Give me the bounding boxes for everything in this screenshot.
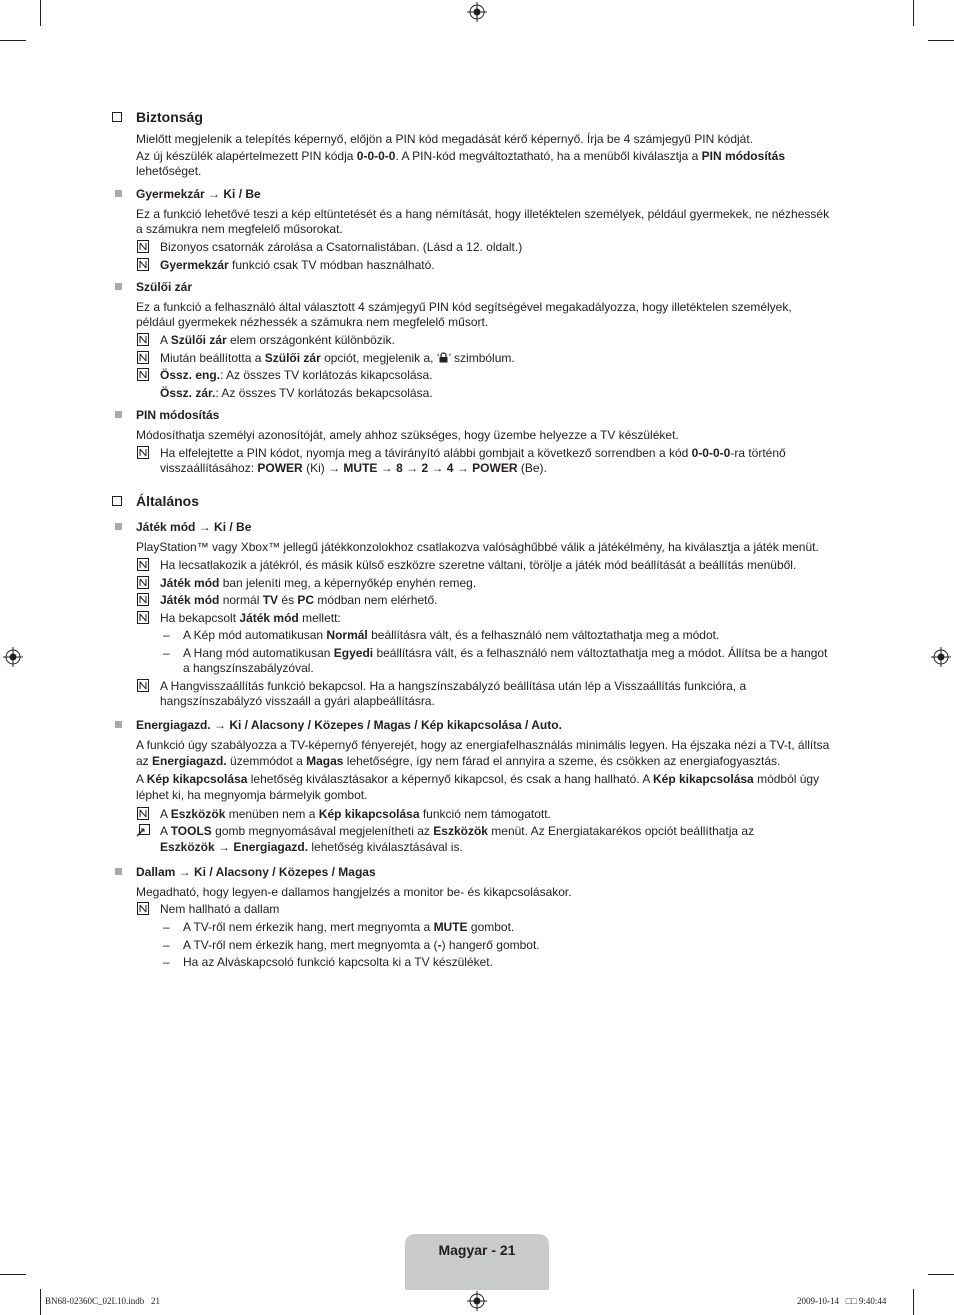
- dash-bullet: –: [163, 628, 170, 642]
- dash-text: A TV-ről nem érkezik hang, mert megnyomta a (-) hangerő gombot.: [183, 938, 540, 952]
- page-number-label: Magyar - 21: [438, 1242, 516, 1258]
- subsection-title: Játék mód → Ki / Be: [136, 520, 252, 534]
- crop-mark: [928, 40, 954, 41]
- note-icon: [137, 611, 149, 624]
- dash-bullet: –: [163, 938, 170, 952]
- note-text: Ha lecsatlakozik a játékról, és másik külső eszközre szeretne váltani, törölje a játék mód beállítását a beállítás menüből.: [160, 558, 797, 572]
- note-text: Játék mód normál TV és PC módban nem elérhető.: [160, 593, 438, 607]
- note-icon: [137, 576, 149, 589]
- note-text: hangszínszabályzó visszaáll a gyári alapbeállításra.: [160, 694, 435, 708]
- subsection-title: Gyermekzár → Ki / Be: [136, 187, 261, 201]
- note-icon: [137, 258, 149, 271]
- note-icon: [137, 351, 149, 364]
- paragraph-line: Az új készülék alapértelmezett PIN kódja 0-0-0-0. A PIN-kód megváltoztatható, ha a menüből kiválasztja a PIN módosítás: [136, 149, 785, 163]
- square-bullet-icon: [115, 868, 122, 875]
- crop-mark: [0, 40, 26, 41]
- note-icon: [137, 593, 149, 606]
- registration-mark-icon: [3, 647, 23, 667]
- section-title: Biztonság: [136, 109, 203, 125]
- subsection-title: Dallam → Ki / Alacsony / Közepes / Magas: [136, 865, 376, 879]
- paragraph-line: például gyermekek nézhessék a számukra nem megfelelő műsort.: [136, 315, 489, 329]
- dash-text: a hangszínszabályzóval.: [183, 661, 314, 675]
- note-icon: [137, 679, 149, 692]
- note-icon: [137, 333, 149, 346]
- note-text: Gyermekzár funkció csak TV módban használható.: [160, 258, 435, 272]
- file-info: BN68-02360C_02L10.indb 21: [45, 1296, 161, 1306]
- note-icon: [137, 807, 149, 820]
- note-icon: [137, 446, 149, 459]
- page-number-tab: [405, 1234, 549, 1290]
- registration-mark-icon: [931, 647, 951, 667]
- note-text: Eszközök → Energiagazd. lehetőség kiválasztásával is.: [160, 840, 463, 854]
- section-title: Általános: [136, 493, 200, 509]
- paragraph-line: Ez a funkció a felhasználó által választott 4 számjegyű PIN kód segítségével megakadályozza, hogy illetéktelen személyek,: [136, 300, 792, 314]
- note-icon: [137, 558, 149, 571]
- crop-mark: [913, 1289, 914, 1315]
- note-icon: [137, 368, 149, 381]
- note-text: Össz. zár.: Az összes TV korlátozás bekapcsolása.: [160, 386, 433, 400]
- tools-icon: [136, 824, 150, 837]
- dash-text: A TV-ről nem érkezik hang, mert megnyomta a MUTE gombot.: [183, 920, 515, 934]
- square-bullet-icon: [115, 523, 122, 530]
- paragraph-line: az Energiagazd. üzemmódot a Magas lehetőségre, így nem fárad el annyira a szeme, és csökken az energiafogyasztás.: [136, 754, 781, 768]
- paragraph-line: lehetőséget.: [136, 164, 202, 178]
- note-text: Ha elfelejtette a PIN kódot, nyomja meg a távirányító alábbi gombjait a következő sorrendben a kód 0-0-0-0-ra történő: [160, 446, 786, 460]
- note-text: A Eszközök menüben nem a Kép kikapcsolása funkció nem támogatott.: [160, 807, 551, 821]
- dash-text: Ha az Alváskapcsoló funkció kapcsolta ki a TV készüléket.: [183, 955, 493, 969]
- checkbox-bullet-icon: [112, 112, 122, 122]
- note-text: A Hangvisszaállítás funkció bekapcsol. Ha a hangszínszabályzó beállítása után lép a Visszaállítás funkcióra, a: [160, 679, 747, 693]
- note-icon: [137, 240, 149, 253]
- square-bullet-icon: [115, 190, 122, 197]
- crop-mark: [40, 0, 41, 26]
- note-text: visszaállításához: POWER (Ki) → MUTE → 8 → 2 → 4 → POWER (Be).: [160, 461, 547, 475]
- dash-text: A Hang mód automatikusan Egyedi beállításra vált, és a felhasználó nem változtathatja meg a módot. Állítsa be a hangot: [183, 646, 828, 660]
- note-text: Nem hallható a dallam: [160, 902, 280, 916]
- subsection-title: Szülői zár: [136, 280, 193, 294]
- paragraph-line: a számukra nem megfelelő műsorokat.: [136, 222, 343, 236]
- paragraph-line: A Kép kikapcsolása lehetőség kiválasztásakor a képernyő kikapcsol, és csak a hang hallható. A Kép kikapcsolása módból úgy: [136, 772, 820, 786]
- crop-mark: [40, 1289, 41, 1315]
- paragraph-line: Ez a funkció lehetővé teszi a kép eltüntetését és a hang némítását, hogy illetéktelen személyek, például gyermekek, ne nézhessék: [136, 207, 830, 221]
- checkbox-bullet-icon: [112, 496, 122, 506]
- crop-mark: [0, 1274, 26, 1275]
- note-text: Össz. eng.: Az összes TV korlátozás kikapcsolása.: [160, 368, 433, 382]
- subsection-title: PIN módosítás: [136, 408, 220, 422]
- paragraph-line: A funkció úgy szabályozza a TV-képernyő fényerejét, hogy az energiafelhasználás minimális legyen. Ha éjszaka nézi a TV-t, állítsa: [136, 738, 830, 752]
- note-text: Miután beállította a Szülői zár opciót, megjelenik a, ‘ ’ szimbólum.: [160, 351, 515, 365]
- dash-bullet: –: [163, 646, 170, 660]
- dash-bullet: –: [163, 955, 170, 969]
- note-text: Bizonyos csatornák zárolása a Csatornalistában. (Lásd a 12. oldalt.): [160, 240, 523, 254]
- paragraph-line: léphet ki, ha megnyomja bármelyik gombot.: [136, 788, 368, 802]
- dash-text: A Kép mód automatikusan Normál beállításra vált, és a felhasználó nem változtathatja meg a módot.: [183, 628, 720, 642]
- paragraph-line: PlayStation™ vagy Xbox™ jellegű játékkonzolokhoz csatlakozva valósághűbbé válik a játékélmény, ha kiválasztja a játék menüt.: [136, 540, 819, 554]
- dash-bullet: –: [163, 920, 170, 934]
- square-bullet-icon: [115, 283, 122, 290]
- crop-mark: [928, 1274, 954, 1275]
- note-text: A TOOLS gomb megnyomásával megjelenítheti az Eszközök menüt. Az Energiatakarékos opciót beállíthatja az: [160, 824, 755, 838]
- paragraph-line: Megadható, hogy legyen-e dallamos hangjelzés a monitor be- és kikapcsolásakor.: [136, 885, 572, 899]
- paragraph-line: Mielőtt megjelenik a telepítés képernyő, előjön a PIN kód megadását kérő képernyő. Írja be 4 számjegyű PIN kódját.: [136, 132, 753, 146]
- registration-mark-icon: [467, 2, 487, 22]
- note-text: A Szülői zár elem országonként különbözik.: [160, 333, 395, 347]
- note-text: Ha bekapcsolt Játék mód mellett:: [160, 611, 341, 625]
- print-timestamp: 2009-10-14 □□ 9:40:44: [797, 1296, 887, 1306]
- subsection-title: Energiagazd. → Ki / Alacsony / Közepes / Magas / Kép kikapcsolása / Auto.: [136, 718, 562, 732]
- square-bullet-icon: [115, 721, 122, 728]
- crop-mark: [913, 0, 914, 26]
- note-icon: [137, 902, 149, 915]
- note-text: Játék mód ban jeleníti meg, a képernyőkép enyhén remeg.: [160, 576, 477, 590]
- square-bullet-icon: [115, 411, 122, 418]
- paragraph-line: Módosíthatja személyi azonosítóját, amely ahhoz szükséges, hogy üzembe helyezze a TV készüléket.: [136, 428, 679, 442]
- registration-mark-icon: [467, 1291, 487, 1311]
